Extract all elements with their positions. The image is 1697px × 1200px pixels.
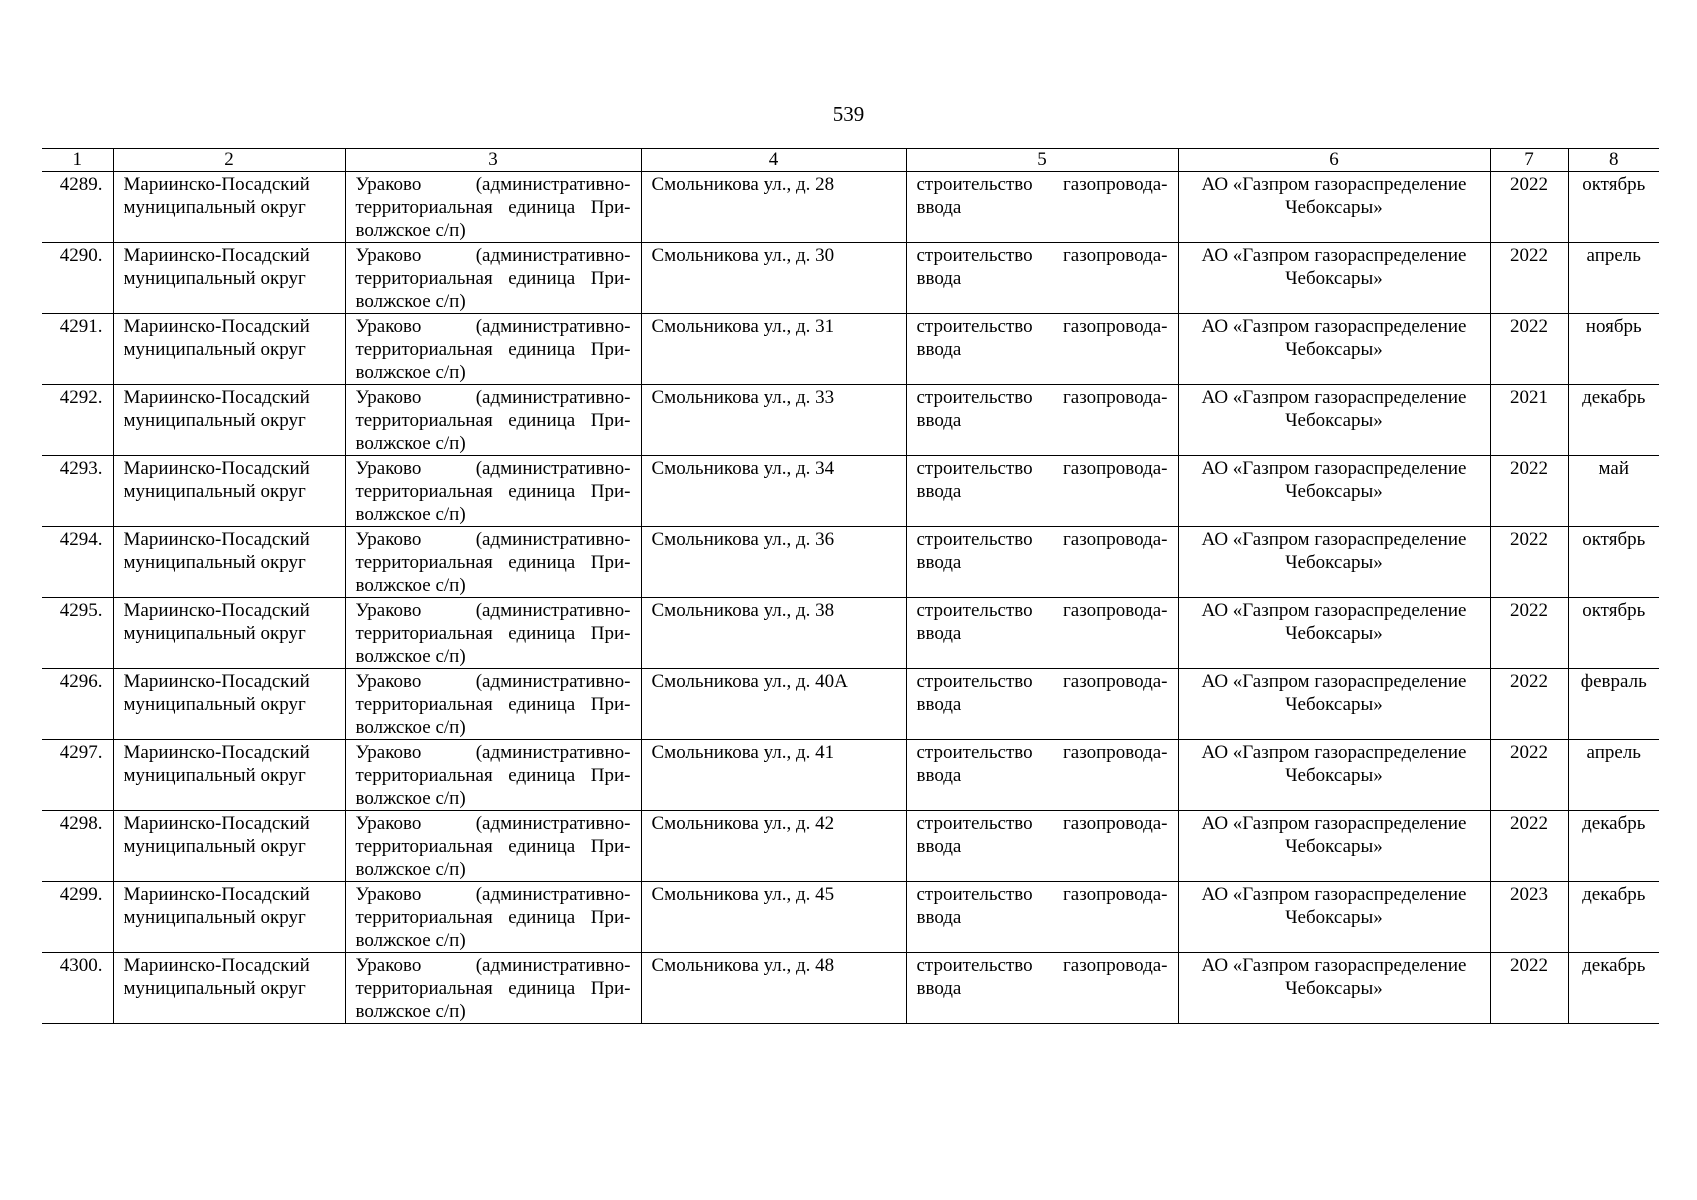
- district-cell: Мариинско-Посадский муниципальный округ: [113, 598, 345, 669]
- month-cell: апрель: [1568, 243, 1659, 314]
- row-number-cell: 4297.: [42, 740, 113, 811]
- work-type-cell: строительство газопровода-ввода: [906, 953, 1178, 1024]
- column-header: 2: [113, 149, 345, 172]
- month-cell: декабрь: [1568, 953, 1659, 1024]
- row-number-cell: 4289.: [42, 172, 113, 243]
- month-cell: декабрь: [1568, 385, 1659, 456]
- row-number-cell: 4292.: [42, 385, 113, 456]
- table-row: [42, 172, 1659, 243]
- work-type-cell: строительство газопровода-ввода: [906, 172, 1178, 243]
- column-header: 3: [345, 149, 641, 172]
- row-number-cell: 4294.: [42, 527, 113, 598]
- settlement-cell: Ураково (административно-территориальная единица При-волжское с/п): [345, 314, 641, 385]
- address-cell: Смольникова ул., д. 48: [641, 953, 906, 1024]
- column-header: 7: [1490, 149, 1568, 172]
- work-type-cell: строительство газопровода-ввода: [906, 456, 1178, 527]
- work-type-cell: строительство газопровода-ввода: [906, 243, 1178, 314]
- address-cell: Смольникова ул., д. 28: [641, 172, 906, 243]
- work-type-cell: строительство газопровода-ввода: [906, 314, 1178, 385]
- district-cell: Мариинско-Посадский муниципальный округ: [113, 527, 345, 598]
- work-type-cell: строительство газопровода-ввода: [906, 527, 1178, 598]
- district-cell: Мариинско-Посадский муниципальный округ: [113, 385, 345, 456]
- work-type-cell: строительство газопровода-ввода: [906, 811, 1178, 882]
- table-row: [42, 669, 1659, 740]
- address-cell: Смольникова ул., д. 36: [641, 527, 906, 598]
- year-cell: 2022: [1490, 314, 1568, 385]
- registry-table: [42, 148, 1659, 1024]
- month-cell: октябрь: [1568, 527, 1659, 598]
- year-cell: 2022: [1490, 172, 1568, 243]
- year-cell: 2023: [1490, 882, 1568, 953]
- table-row: [42, 527, 1659, 598]
- organization-cell: АО «Газпром газораспределение Чебоксары»: [1178, 811, 1490, 882]
- row-number-cell: 4298.: [42, 811, 113, 882]
- settlement-cell: Ураково (административно-территориальная единица При-волжское с/п): [345, 385, 641, 456]
- row-number-cell: 4299.: [42, 882, 113, 953]
- address-cell: Смольникова ул., д. 34: [641, 456, 906, 527]
- organization-cell: АО «Газпром газораспределение Чебоксары»: [1178, 243, 1490, 314]
- organization-cell: АО «Газпром газораспределение Чебоксары»: [1178, 527, 1490, 598]
- month-cell: апрель: [1568, 740, 1659, 811]
- work-type-cell: строительство газопровода-ввода: [906, 882, 1178, 953]
- district-cell: Мариинско-Посадский муниципальный округ: [113, 243, 345, 314]
- table-row: [42, 314, 1659, 385]
- row-number-cell: 4300.: [42, 953, 113, 1024]
- table-row: [42, 740, 1659, 811]
- year-cell: 2022: [1490, 527, 1568, 598]
- column-header: 4: [641, 149, 906, 172]
- settlement-cell: Ураково (административно-территориальная единица При-волжское с/п): [345, 527, 641, 598]
- organization-cell: АО «Газпром газораспределение Чебоксары»: [1178, 882, 1490, 953]
- column-header: 6: [1178, 149, 1490, 172]
- settlement-cell: Ураково (административно-территориальная единица При-волжское с/п): [345, 456, 641, 527]
- table-row: [42, 811, 1659, 882]
- month-cell: декабрь: [1568, 811, 1659, 882]
- year-cell: 2022: [1490, 669, 1568, 740]
- address-cell: Смольникова ул., д. 45: [641, 882, 906, 953]
- settlement-cell: Ураково (административно-территориальная единица При-волжское с/п): [345, 669, 641, 740]
- organization-cell: АО «Газпром газораспределение Чебоксары»: [1178, 740, 1490, 811]
- year-cell: 2022: [1490, 243, 1568, 314]
- settlement-cell: Ураково (административно-территориальная единица При-волжское с/п): [345, 598, 641, 669]
- year-cell: 2022: [1490, 598, 1568, 669]
- table-row: [42, 456, 1659, 527]
- work-type-cell: строительство газопровода-ввода: [906, 740, 1178, 811]
- organization-cell: АО «Газпром газораспределение Чебоксары»: [1178, 669, 1490, 740]
- row-number-cell: 4291.: [42, 314, 113, 385]
- address-cell: Смольникова ул., д. 30: [641, 243, 906, 314]
- organization-cell: АО «Газпром газораспределение Чебоксары»: [1178, 314, 1490, 385]
- organization-cell: АО «Газпром газораспределение Чебоксары»: [1178, 953, 1490, 1024]
- month-cell: октябрь: [1568, 598, 1659, 669]
- district-cell: Мариинско-Посадский муниципальный округ: [113, 740, 345, 811]
- month-cell: ноябрь: [1568, 314, 1659, 385]
- organization-cell: АО «Газпром газораспределение Чебоксары»: [1178, 456, 1490, 527]
- column-header: 1: [42, 149, 113, 172]
- year-cell: 2022: [1490, 456, 1568, 527]
- district-cell: Мариинско-Посадский муниципальный округ: [113, 669, 345, 740]
- district-cell: Мариинско-Посадский муниципальный округ: [113, 882, 345, 953]
- table-row: [42, 243, 1659, 314]
- page-number: 539: [832, 102, 865, 126]
- organization-cell: АО «Газпром газораспределение Чебоксары»: [1178, 598, 1490, 669]
- settlement-cell: Ураково (административно-территориальная единица При-волжское с/п): [345, 740, 641, 811]
- address-cell: Смольникова ул., д. 33: [641, 385, 906, 456]
- row-number-cell: 4296.: [42, 669, 113, 740]
- settlement-cell: Ураково (административно-территориальная единица При-волжское с/п): [345, 953, 641, 1024]
- month-cell: май: [1568, 456, 1659, 527]
- settlement-cell: Ураково (административно-территориальная единица При-волжское с/п): [345, 882, 641, 953]
- organization-cell: АО «Газпром газораспределение Чебоксары»: [1178, 385, 1490, 456]
- address-cell: Смольникова ул., д. 40А: [641, 669, 906, 740]
- month-cell: февраль: [1568, 669, 1659, 740]
- row-number-cell: 4295.: [42, 598, 113, 669]
- table-row: [42, 598, 1659, 669]
- district-cell: Мариинско-Посадский муниципальный округ: [113, 172, 345, 243]
- address-cell: Смольникова ул., д. 38: [641, 598, 906, 669]
- district-cell: Мариинско-Посадский муниципальный округ: [113, 456, 345, 527]
- settlement-cell: Ураково (административно-территориальная единица При-волжское с/п): [345, 172, 641, 243]
- settlement-cell: Ураково (административно-территориальная единица При-волжское с/п): [345, 811, 641, 882]
- month-cell: октябрь: [1568, 172, 1659, 243]
- settlement-cell: Ураково (административно-территориальная единица При-волжское с/п): [345, 243, 641, 314]
- year-cell: 2022: [1490, 811, 1568, 882]
- address-cell: Смольникова ул., д. 42: [641, 811, 906, 882]
- year-cell: 2022: [1490, 740, 1568, 811]
- table-row: [42, 882, 1659, 953]
- year-cell: 2022: [1490, 953, 1568, 1024]
- work-type-cell: строительство газопровода-ввода: [906, 669, 1178, 740]
- header-row: [42, 149, 1659, 172]
- column-header: 8: [1568, 149, 1659, 172]
- row-number-cell: 4293.: [42, 456, 113, 527]
- table-row: [42, 385, 1659, 456]
- work-type-cell: строительство газопровода-ввода: [906, 598, 1178, 669]
- district-cell: Мариинско-Посадский муниципальный округ: [113, 953, 345, 1024]
- month-cell: декабрь: [1568, 882, 1659, 953]
- district-cell: Мариинско-Посадский муниципальный округ: [113, 811, 345, 882]
- address-cell: Смольникова ул., д. 41: [641, 740, 906, 811]
- column-header: 5: [906, 149, 1178, 172]
- year-cell: 2021: [1490, 385, 1568, 456]
- address-cell: Смольникова ул., д. 31: [641, 314, 906, 385]
- work-type-cell: строительство газопровода-ввода: [906, 385, 1178, 456]
- table-row: [42, 953, 1659, 1024]
- district-cell: Мариинско-Посадский муниципальный округ: [113, 314, 345, 385]
- row-number-cell: 4290.: [42, 243, 113, 314]
- organization-cell: АО «Газпром газораспределение Чебоксары»: [1178, 172, 1490, 243]
